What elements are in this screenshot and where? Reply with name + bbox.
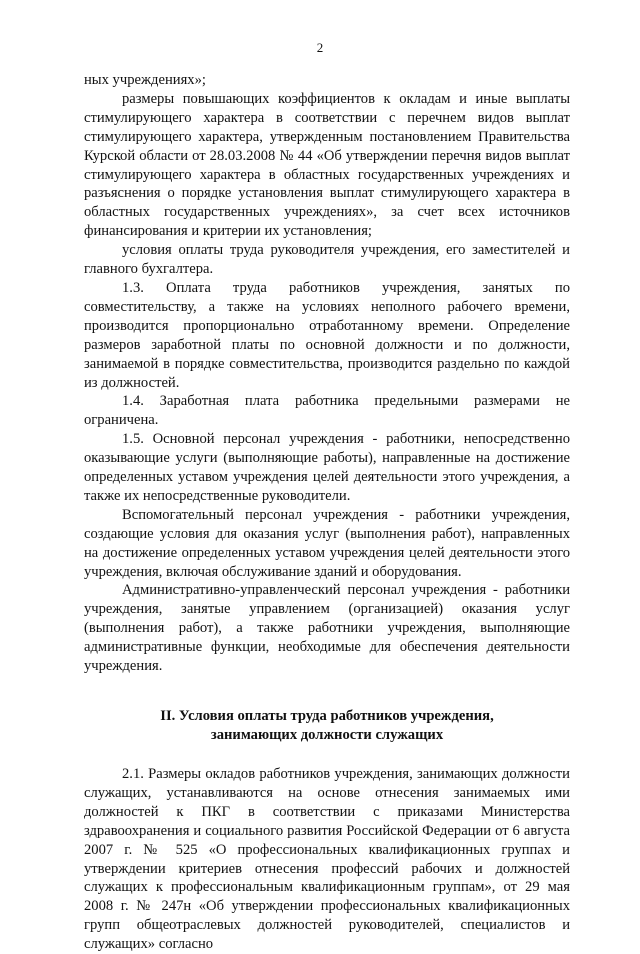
paragraph-admin-staff: Административно-управленческий персонал учреждения - работники учреждения, занятые управлением (организацией) оказания услуг (выполнения работ), а также работники учреждения, выполняющие административные функции, необходимые для обеспечения деятельности учреждения.: [84, 582, 570, 675]
paragraph-coefficients: размеры повышающих коэффициентов к окладам и иные выплаты стимулирующего характера в соответствии с перечнем видов выплат стимулирующего характера, утвержденным постановлением Правительства Курской области от 28.03.2008 № 44 «Об утверждении перечня видов выплат стимулирующего характера в областных государственных учреждениях и разъяснения о порядке установления выплат стимулирующего характера в областных государственных учреждениях», за счет всех источников финансирования и критерии их установления;: [84, 90, 570, 240]
paragraph-1-4: 1.4. Заработная плата работника предельными размерами не ограничена.: [84, 393, 570, 429]
paragraph-1-5: 1.5. Основной персонал учреждения - работники, непосредственно оказывающие услуги (выполняющие работы), направленные на достижение определенных уставом учреждения целей деятельности этого учреждения, а также их непосредственные руководители.: [84, 431, 570, 504]
section-heading-line-2: занимающих должности служащих: [210, 727, 444, 743]
paragraph-director-pay: условия оплаты труда руководителя учреждения, его заместителей и главного бухгалтера.: [84, 242, 570, 278]
section-heading: [84, 707, 570, 745]
page-number: 2: [316, 40, 324, 55]
paragraph-2-1: 2.1. Размеры окладов работников учреждения, занимающих должности служащих, устанавливаются на основе отнесения занимаемых ими должностей к ПКГ в соответствии с приказами Министерства здравоохранения и социального развития Российской Федерации от 6 августа 2007 г. № 525 «О профессиональных квалификационных группах и утверждении критериев отнесения профессий рабочих и должностей служащих к профессиональным квалификационным группам», от 29 мая 2008 г. № 247н «Об утверждении профессиональных квалификационных групп общеотраслевых должностей руководителей, специалистов и служащих» согласно: [84, 766, 570, 953]
paragraph-continuation: ных учреждениях»;: [84, 72, 206, 88]
document-body: [84, 71, 570, 954]
section-heading-line-1: II. Условия оплаты труда работников учреждения,: [160, 708, 494, 724]
paragraph-1-3: 1.3. Оплата труда работников учреждения, занятых по совместительству, а также на условиях неполного рабочего времени, производится пропорционально отработанному времени. Определение размеров заработной платы по основной должности и по должности, занимаемой в порядке совместительства, производится раздельно по каждой из должностей.: [84, 279, 570, 391]
paragraph-auxiliary-staff: Вспомогательный персонал учреждения - работники учреждения, создающие условия для оказания услуг (выполнения работ), направленных на достижение определенных уставом учреждения целей деятельности этого учреждения, включая обслуживание зданий и оборудования.: [84, 506, 570, 580]
